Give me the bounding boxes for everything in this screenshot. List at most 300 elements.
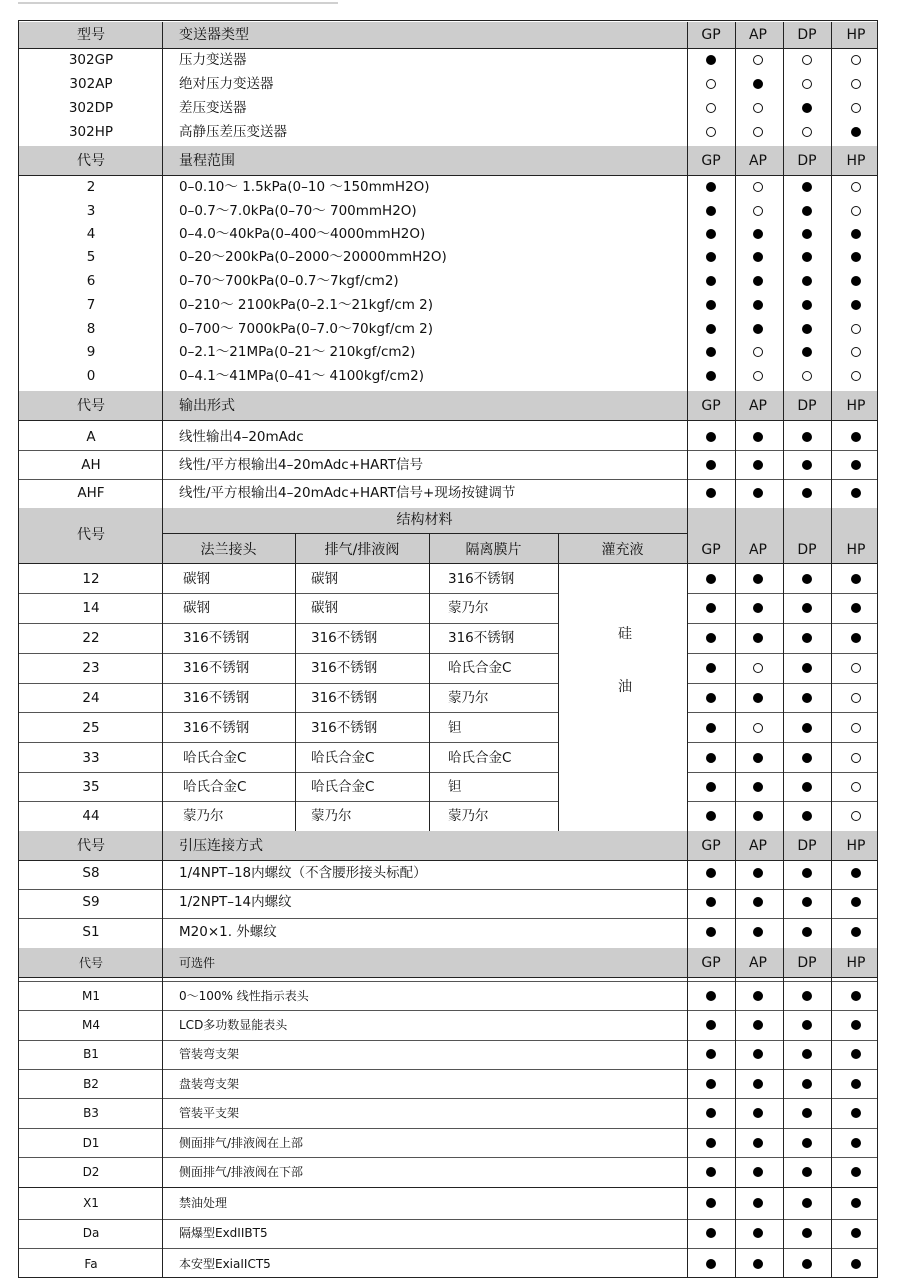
row-code: S8 [82,865,100,881]
row-diaphragm: 316不锈钢 [448,571,515,587]
filled-dot-icon [802,1198,812,1208]
row-flange: 碳钢 [183,600,210,616]
row-code: A [86,429,96,445]
filled-dot-icon [753,324,763,334]
filled-dot-icon [706,1079,716,1089]
row-flange: 316不锈钢 [183,660,250,676]
row-vent-valve: 碳钢 [311,571,338,587]
filled-dot-icon [706,603,716,613]
filled-dot-icon [851,300,861,310]
filled-dot-icon [706,182,716,192]
filled-dot-icon [706,229,716,239]
row-description: 0–4.0～40kPa(0–400～4000mmH2O) [179,226,426,242]
filled-dot-icon [753,782,763,792]
filled-dot-icon [706,574,716,584]
filled-dot-icon [802,1108,812,1118]
filled-dot-icon [753,1079,763,1089]
filled-dot-icon [753,753,763,763]
row-code: 302DP [68,100,114,116]
row-code: 23 [82,660,100,676]
filled-dot-icon [706,371,716,381]
header-col-gp: GP [701,837,721,854]
row-description: 0–0.10～ 1.5kPa(0–10 ～150mmH2O) [179,179,430,195]
filled-dot-icon [851,276,861,286]
row-flange: 316不锈钢 [183,690,250,706]
row-code: B2 [83,1077,99,1091]
filled-dot-icon [706,276,716,286]
filled-dot-icon [851,1108,861,1118]
row-description: 禁油处理 [179,1196,228,1210]
filled-dot-icon [802,252,812,262]
row-code: 9 [86,344,96,360]
filled-dot-icon [802,782,812,792]
filled-dot-icon [706,252,716,262]
header-divider [19,48,878,49]
filled-dot-icon [706,1108,716,1118]
row-code: D1 [82,1136,100,1150]
header-col-ap: AP [748,954,768,971]
header-col-hp: HP [846,397,866,414]
filled-dot-icon [851,488,861,498]
hollow-dot-icon [753,371,763,381]
row-code: 44 [82,808,100,824]
row-divider [19,653,558,654]
hollow-dot-icon [851,753,861,763]
filled-dot-icon [753,432,763,442]
hollow-dot-icon [706,79,716,89]
row-code: 33 [82,750,100,766]
row-divider [19,479,878,480]
row-vent-valve: 碳钢 [311,600,338,616]
header-col-dp: DP [797,837,817,854]
row-divider [19,889,878,890]
filled-dot-icon [802,633,812,643]
hollow-dot-icon [851,206,861,216]
row-description: 0–2.1～21MPa(0–21～ 210kgf/cm2) [179,344,416,360]
row-description: LCD多功数显能表头 [179,1018,288,1032]
header-col-ap: AP [748,152,768,169]
hollow-dot-icon [802,127,812,137]
filled-dot-icon [851,897,861,907]
hollow-dot-icon [753,206,763,216]
filled-dot-icon [802,897,812,907]
row-description: 0–210～ 2100kPa(0–2.1～21kgf/cm 2) [179,297,434,313]
header-col-hp: HP [846,542,866,558]
row-code: 7 [86,297,96,313]
row-description: 侧面排气/排液阀在下部 [179,1165,304,1179]
row-flange: 蒙乃尔 [183,808,224,824]
filled-dot-icon [851,252,861,262]
row-code: 12 [82,571,100,587]
row-code: M4 [82,1018,100,1032]
filled-dot-icon [851,1049,861,1059]
filled-dot-icon [802,753,812,763]
filled-dot-icon [802,460,812,470]
hollow-dot-icon [851,79,861,89]
filled-dot-icon [802,603,812,613]
filled-dot-icon [706,991,716,1001]
filled-dot-icon [802,1228,812,1238]
header-col-dp: DP [797,152,817,169]
filled-dot-icon [802,868,812,878]
row-code: AH [81,457,101,473]
row-description: 隔爆型ExdIIBT5 [179,1226,268,1240]
row-diaphragm: 钽 [448,720,462,736]
header-col-ap: AP [748,837,768,854]
filled-dot-icon [706,1049,716,1059]
row-divider [19,623,558,624]
column-divider [162,22,163,1278]
header-col-dp: DP [797,397,817,414]
header-col-dp: DP [797,954,817,971]
filled-dot-icon [851,1228,861,1238]
header-col-dp: DP [797,27,817,43]
header-divider [19,860,878,861]
row-description: 高静压差压变送器 [179,124,287,140]
row-description: 线性/平方根输出4–20mAdc+HART信号 [179,457,424,473]
row-description: 1/2NPT–14内螺纹 [179,894,292,910]
row-code: X1 [83,1196,99,1210]
row-divider [19,1069,878,1070]
header-code: 代号 [77,397,105,414]
row-description: 线性输出4–20mAdc [179,429,304,445]
hollow-dot-icon [851,693,861,703]
row-description: 线性/平方根输出4–20mAdc+HART信号+现场按键调节 [179,485,516,501]
filled-dot-icon [706,663,716,673]
row-diaphragm: 蒙乃尔 [448,808,489,824]
row-code: AHF [77,485,105,501]
row-code: 22 [82,630,100,646]
row-divider [19,772,558,773]
filled-dot-icon [802,1020,812,1030]
column-divider [783,22,784,1278]
filled-dot-icon [753,633,763,643]
header-col-hp: HP [846,27,866,43]
filled-dot-icon [802,693,812,703]
row-flange: 哈氏合金C [183,750,247,766]
row-divider [19,1010,878,1011]
filled-dot-icon [851,460,861,470]
filled-dot-icon [706,633,716,643]
header-col-gp: GP [701,542,721,558]
filled-dot-icon [706,868,716,878]
row-code: 302GP [68,52,114,68]
header-sub-1: 排气/排液阀 [324,542,400,558]
header-sub-3: 灌充液 [601,542,644,558]
filled-dot-icon [706,206,716,216]
filled-dot-icon [802,1259,812,1269]
filled-dot-icon [753,488,763,498]
row-description: 0–4.1～41MPa(0–41～ 4100kgf/cm2) [179,368,424,384]
row-description: M20×1. 外螺纹 [179,924,277,940]
row-description: 盘装弯支架 [179,1077,240,1091]
header-divider [19,977,878,978]
header-divider [19,420,878,421]
filled-dot-icon [753,991,763,1001]
hollow-dot-icon [851,182,861,192]
row-divider [19,450,878,451]
header-col-gp: GP [701,152,721,169]
filled-dot-icon [753,1049,763,1059]
row-code: 25 [82,720,100,736]
section-divider [19,1187,878,1188]
filled-dot-icon [851,1138,861,1148]
filled-dot-icon [851,1079,861,1089]
header-col-hp: HP [846,954,866,971]
row-divider [19,1098,878,1099]
top-rule [18,2,338,4]
row-diaphragm: 钽 [448,779,462,795]
row-vent-valve: 蒙乃尔 [311,808,352,824]
filled-dot-icon [851,1198,861,1208]
row-code: M1 [82,989,100,1003]
filled-dot-icon [851,432,861,442]
header-code: 代号 [77,152,105,169]
hollow-dot-icon [706,127,716,137]
filled-dot-icon [753,574,763,584]
hollow-dot-icon [851,324,861,334]
column-divider [687,22,688,1278]
filled-dot-icon [802,324,812,334]
filled-dot-icon [851,229,861,239]
header-col-dp: DP [797,542,817,558]
hollow-dot-icon [851,811,861,821]
header-col-gp: GP [701,397,721,414]
row-divider [19,683,558,684]
filled-dot-icon [706,1138,716,1148]
row-code: 302AP [69,76,113,92]
row-description: 1/4NPT–18内螺纹（不含腰形接头标配） [179,865,427,881]
row-code: B3 [83,1106,99,1120]
row-divider [19,593,558,594]
hollow-dot-icon [753,182,763,192]
filled-dot-icon [802,206,812,216]
filled-dot-icon [802,663,812,673]
header-label: 输出形式 [179,397,235,414]
row-description: 压力变送器 [179,52,247,68]
filled-dot-icon [706,1228,716,1238]
filled-dot-icon [753,603,763,613]
row-code: D2 [82,1165,100,1179]
filled-dot-icon [753,1198,763,1208]
row-divider [19,1219,878,1220]
filled-dot-icon [802,991,812,1001]
filled-dot-icon [706,55,716,65]
row-diaphragm: 316不锈钢 [448,630,515,646]
filled-dot-icon [851,574,861,584]
header-col-gp: GP [701,27,721,43]
filled-dot-icon [802,432,812,442]
filled-dot-icon [802,488,812,498]
filled-dot-icon [851,927,861,937]
row-code: 0 [86,368,96,384]
header-divider [19,563,878,564]
filled-dot-icon [706,1198,716,1208]
filled-dot-icon [706,782,716,792]
row-description: 0–20～200kPa(0–2000～20000mmH2O) [179,249,447,265]
filled-dot-icon [802,1167,812,1177]
row-code: 4 [86,226,96,242]
filled-dot-icon [706,347,716,357]
row-code: 14 [82,600,100,616]
filled-dot-icon [753,693,763,703]
filled-dot-icon [753,1138,763,1148]
row-flange: 哈氏合金C [183,779,247,795]
hollow-dot-icon [802,79,812,89]
header-label: 引压连接方式 [179,837,263,854]
hollow-dot-icon [753,55,763,65]
fill-fluid-label: 油 [618,679,632,695]
filled-dot-icon [802,723,812,733]
filled-dot-icon [851,633,861,643]
model-selection-table [18,20,878,1278]
filled-dot-icon [753,1259,763,1269]
filled-dot-icon [851,1167,861,1177]
row-vent-valve: 316不锈钢 [311,630,378,646]
row-divider [19,1157,878,1158]
header-sub-2: 隔离膜片 [465,542,522,558]
filled-dot-icon [706,811,716,821]
filled-dot-icon [802,276,812,286]
filled-dot-icon [802,182,812,192]
filled-dot-icon [706,1020,716,1030]
row-flange: 碳钢 [183,571,210,587]
row-description: 0–700～ 7000kPa(0–7.0～70kgf/cm 2) [179,321,434,337]
header-code: 代号 [77,527,105,543]
filled-dot-icon [802,229,812,239]
column-divider [735,22,736,1278]
hollow-dot-icon [851,371,861,381]
row-code: 35 [82,779,100,795]
filled-dot-icon [851,991,861,1001]
row-diaphragm: 蒙乃尔 [448,600,489,616]
filled-dot-icon [802,927,812,937]
filled-dot-icon [802,300,812,310]
filled-dot-icon [706,693,716,703]
row-divider [19,918,878,919]
row-diaphragm: 哈氏合金C [448,660,512,676]
row-description: 本安型ExiaIICT5 [179,1257,271,1271]
row-diaphragm: 蒙乃尔 [448,690,489,706]
header-code: 代号 [78,955,104,970]
filled-dot-icon [753,460,763,470]
row-description: 绝对压力变送器 [179,76,274,92]
header-group: 结构材料 [396,512,453,528]
filled-dot-icon [706,460,716,470]
header-label: 量程范围 [179,152,235,169]
filled-dot-icon [753,1167,763,1177]
header-col-ap: AP [748,397,768,414]
filled-dot-icon [706,324,716,334]
header-col-ap: AP [748,542,768,558]
filled-dot-icon [802,103,812,113]
row-description: 差压变送器 [179,100,247,116]
filled-dot-icon [706,1259,716,1269]
filled-dot-icon [753,276,763,286]
filled-dot-icon [802,574,812,584]
row-code: S1 [82,924,100,940]
row-flange: 316不锈钢 [183,630,250,646]
hollow-dot-icon [851,782,861,792]
row-diaphragm: 哈氏合金C [448,750,512,766]
header-divider [19,175,878,176]
header-label: 可选件 [179,955,216,970]
row-description: 管装平支架 [179,1106,240,1120]
filled-dot-icon [802,1079,812,1089]
row-divider [19,1128,878,1129]
row-code: 302HP [68,124,114,140]
filled-dot-icon [851,603,861,613]
filled-dot-icon [802,1049,812,1059]
filled-dot-icon [802,811,812,821]
filled-dot-icon [802,347,812,357]
row-description: 0–70～700kPa(0–0.7～7kgf/cm2) [179,273,399,289]
filled-dot-icon [753,252,763,262]
header-col-hp: HP [846,152,866,169]
row-vent-valve: 哈氏合金C [311,779,375,795]
filled-dot-icon [753,811,763,821]
hollow-dot-icon [753,723,763,733]
header-col-ap: AP [748,27,768,43]
column-divider [831,22,832,1278]
filled-dot-icon [706,432,716,442]
row-divider [19,1040,878,1041]
filled-dot-icon [706,927,716,937]
header-code: 代号 [77,837,105,854]
hollow-dot-icon [753,663,763,673]
row-divider [19,742,558,743]
filled-dot-icon [753,1020,763,1030]
hollow-dot-icon [802,371,812,381]
row-description: 0–0.7～7.0kPa(0–70～ 700mmH2O) [179,203,417,219]
row-divider [19,1248,878,1249]
filled-dot-icon [706,753,716,763]
row-code: 5 [86,249,96,265]
row-vent-valve: 316不锈钢 [311,660,378,676]
filled-dot-icon [706,488,716,498]
hollow-dot-icon [706,103,716,113]
header-col-hp: HP [846,837,866,854]
fill-fluid-label: 硅 [618,626,632,642]
header-label: 变送器类型 [179,27,249,43]
row-code: S9 [82,894,100,910]
hollow-dot-icon [851,347,861,357]
hollow-dot-icon [753,347,763,357]
filled-dot-icon [753,1228,763,1238]
row-vent-valve: 316不锈钢 [311,690,378,706]
filled-dot-icon [851,127,861,137]
row-description: 管装弯支架 [179,1047,240,1061]
row-code: 2 [86,179,96,195]
filled-dot-icon [706,300,716,310]
filled-dot-icon [753,897,763,907]
filled-dot-icon [851,868,861,878]
row-description: 侧面排气/排液阀在上部 [179,1136,304,1150]
filled-dot-icon [753,1108,763,1118]
row-divider [19,712,558,713]
hollow-dot-icon [851,55,861,65]
row-divider [19,981,878,982]
row-code: 8 [86,321,96,337]
row-divider [19,801,558,802]
row-code: 24 [82,690,100,706]
filled-dot-icon [753,229,763,239]
filled-dot-icon [753,868,763,878]
hollow-dot-icon [753,127,763,137]
filled-dot-icon [851,1259,861,1269]
row-vent-valve: 哈氏合金C [311,750,375,766]
header-sub-0: 法兰接头 [200,542,257,558]
